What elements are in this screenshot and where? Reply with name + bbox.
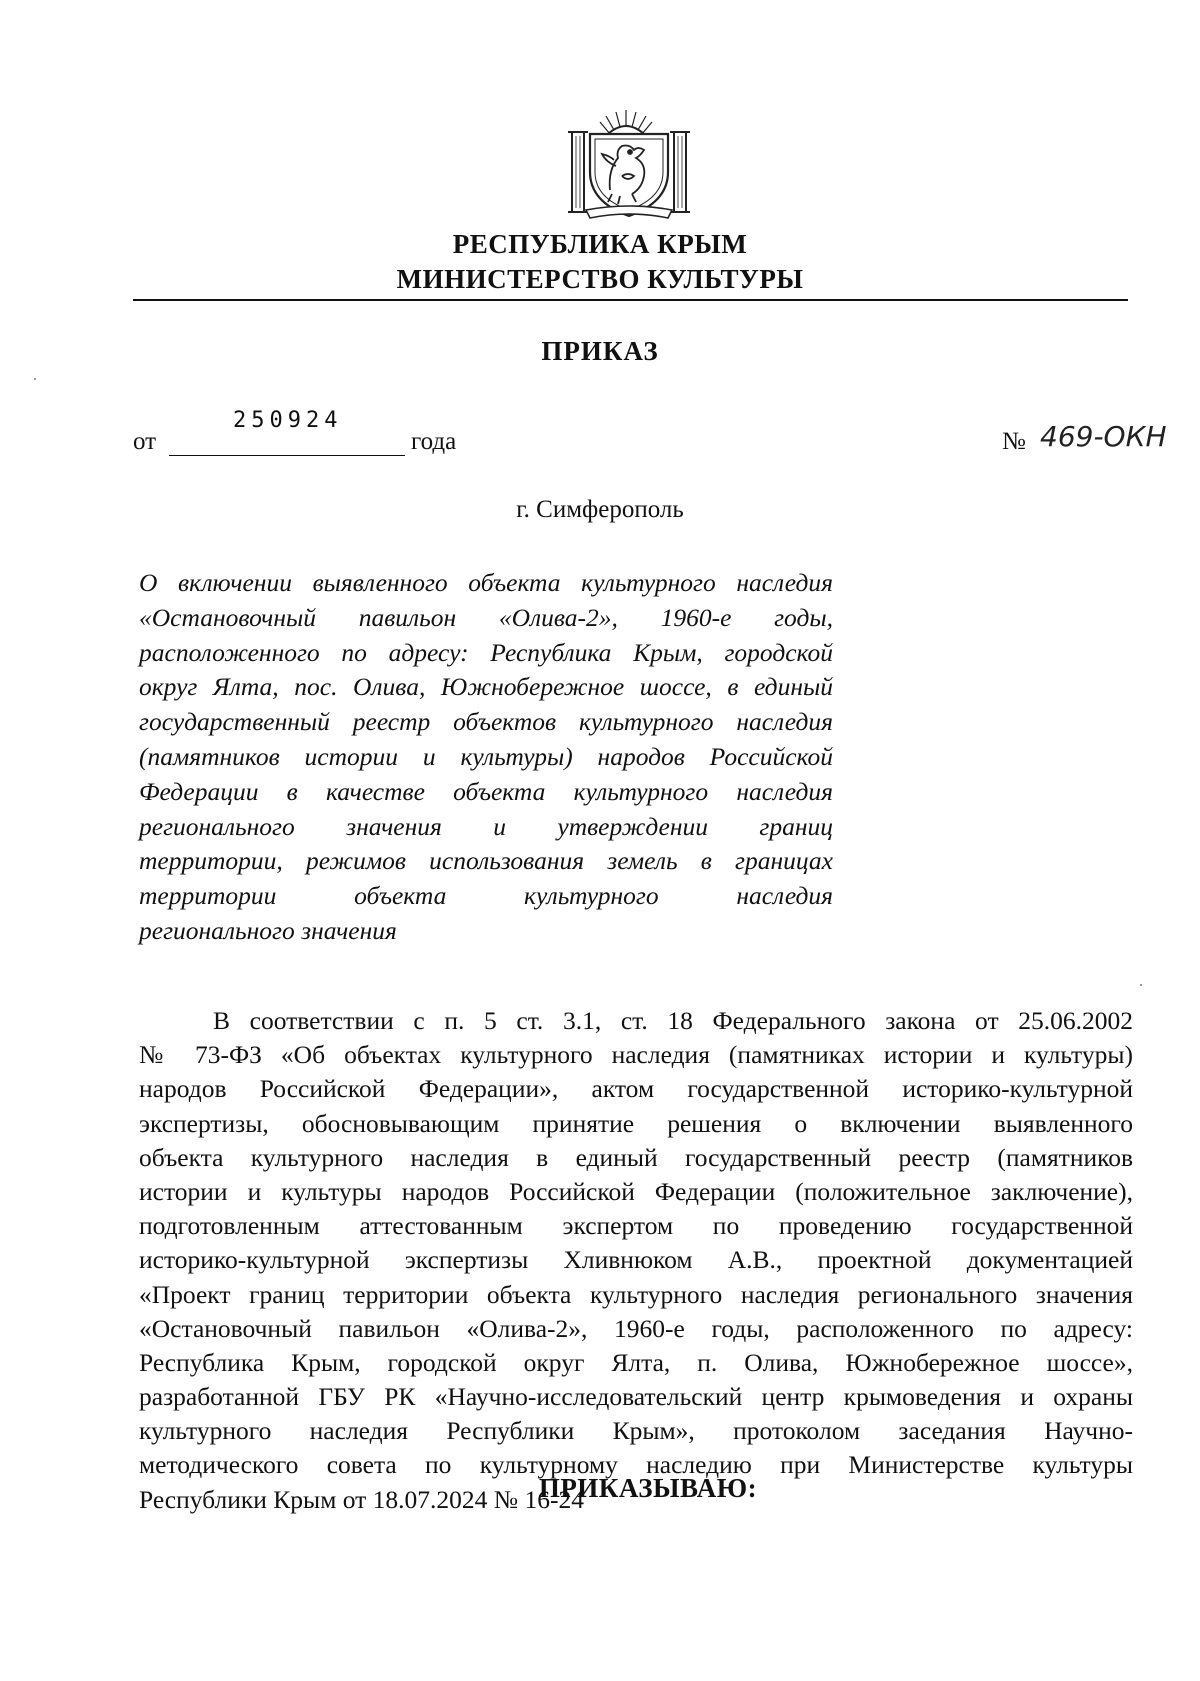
subject-line: расположенного по адресу: Республика Крым, городской [139, 637, 833, 667]
body-line: Республики Крым от 18.07.2024 № 16-24 [139, 1484, 584, 1514]
date-underline [169, 455, 405, 456]
document-type-title: ПРИКАЗ [541, 336, 659, 366]
republic-heading: РЕСПУБЛИКА КРЫМ [452, 229, 748, 259]
city-line: г. Симферополь [516, 496, 684, 523]
number-value: 469-ОКН [1040, 420, 1167, 453]
ministry-heading: МИНИСТЕРСТВО КУЛЬТУРЫ [396, 264, 804, 294]
order-heading: ПРИКАЗЫВАЮ: [538, 1473, 758, 1503]
body-line: № 73-ФЗ «Об объектах культурного наследия (памятниках истории и культуры) [139, 1040, 1133, 1070]
body-line: истории и культуры народов Российской Федерации (положительное заключение), [139, 1176, 1133, 1206]
body-line: культурного наследия Республики Крым», протоколом заседания Научно- [139, 1416, 1133, 1446]
subject-line: О включении выявленного объекта культурного наследия [139, 568, 833, 597]
subject-line: «Остановочный павильон «Олива-2», 1960-е годы, [139, 602, 833, 632]
number-sign: № [1002, 428, 1026, 455]
body-line: Республика Крым, городской округ Ялта, п. Олива, Южнобережное шоссе», [139, 1347, 1133, 1377]
body-line: методического совета по культурному наследию при Министерстве культуры [139, 1450, 1133, 1480]
body-line: подготовленным аттестованным экспертом по проведению государственной [139, 1211, 1133, 1241]
date-value: 250924 [233, 408, 343, 433]
order-preamble [139, 1004, 1133, 1517]
subject-line: регионального значения и утверждении границ [139, 811, 833, 841]
scan-speck [1140, 984, 1142, 986]
subject-line: округ Ялта, пос. Олива, Южнобережное шоссе, в единый [139, 672, 833, 702]
subject-line: регионального значения [139, 915, 397, 945]
body-line: экспертизы, обосновывающим принятие решения о включении выявленного [139, 1108, 1133, 1138]
date-prefix: от [133, 428, 157, 455]
subject-line: территории объекта культурного наследия [139, 881, 833, 911]
date-suffix: года [411, 428, 457, 455]
body-line: народов Российской Федерации», актом государственной историко-культурной [139, 1074, 1133, 1104]
subject-line: Федерации в качестве объекта культурного наследия [139, 776, 833, 806]
body-line: объекта культурного наследия в единый государственный реестр (памятников [139, 1142, 1133, 1172]
body-line: «Проект границ территории объекта культурного наследия регионального значения [139, 1279, 1133, 1309]
crimea-coat-of-arms-icon [566, 110, 692, 220]
subject-line: государственный реестр объектов культурного наследия [139, 707, 833, 737]
body-line: разработанной ГБУ РК «Научно-исследовательский центр крымоведения и охраны [139, 1382, 1133, 1412]
header-divider [133, 299, 1128, 301]
body-line: В соответствии с п. 5 ст. 3.1, ст. 18 Федерального закона от 25.06.2002 [213, 1006, 1133, 1035]
scan-speck [34, 378, 36, 380]
subject-line: (памятников истории и культуры) народов Российской [139, 741, 833, 771]
body-line: историко-культурной экспертизы Хливнюком А.В., проектной документацией [139, 1245, 1133, 1275]
order-subject [139, 566, 833, 949]
body-line: «Остановочный павильон «Олива-2», 1960-е годы, расположенного по адресу: [139, 1313, 1133, 1343]
subject-line: территории, режимов использования земель в границах [139, 846, 833, 876]
